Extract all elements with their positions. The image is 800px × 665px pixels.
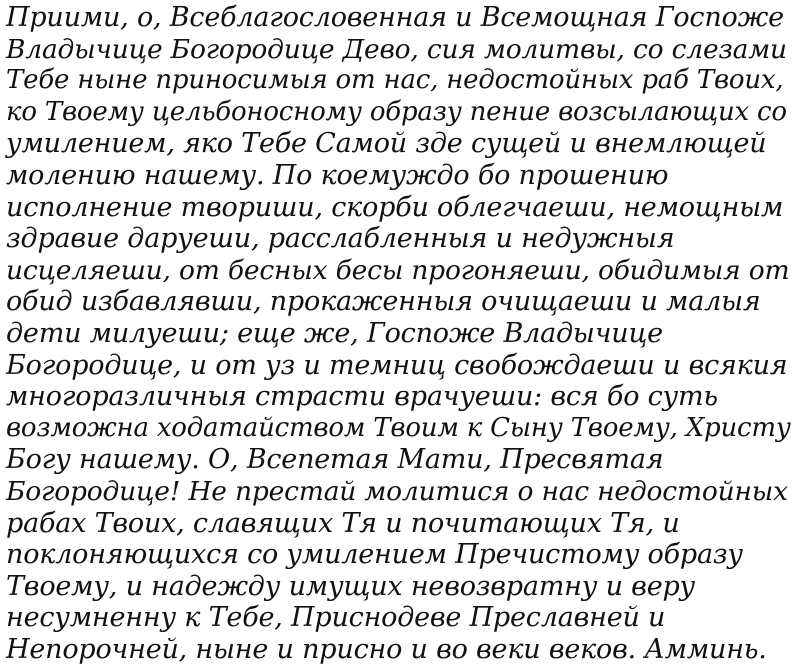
- prayer-line: здравие даруеши, расслабленныя и недужныя: [6, 223, 675, 255]
- prayer-line: поклоняющихся со умилением Пречистому образу: [6, 539, 743, 571]
- prayer-line: исцеляеши, от бесных бесы прогоняеши, обидимыя от: [6, 254, 790, 286]
- prayer-line: Богу нашему. О, Всепетая Мати, Пресвятая: [6, 444, 664, 476]
- prayer-line: Приими, о, Всеблагословенная и Всемощная Госпоже: [6, 2, 784, 33]
- prayer-line: Богородице, и от уз и темниц свобождаеши и всякия: [6, 349, 788, 381]
- prayer-text: [6, 2, 796, 665]
- prayer-line: ко Твоему цельбоносному образу пение возсылающих со: [6, 96, 787, 127]
- prayer-line: многоразличныя страсти врачуеши: вся бо суть: [6, 381, 718, 413]
- prayer-line: Непорочней, ныне и присно и во веки веков. Амминь.: [6, 633, 767, 665]
- prayer-line: несумненну к Тебе, Приснодеве Преславней и: [6, 602, 666, 634]
- prayer-line: рабах Твоих, славящих Тя и почитающих Тя, и: [6, 507, 680, 539]
- prayer-line: умилением, яко Тебе Самой зде сущей и внемлющей: [6, 128, 767, 160]
- prayer-line: обид избавлявши, прокаженныя очищаеши и малыя: [6, 286, 761, 318]
- prayer-line: молению нашему. По коемуждо бо прошению: [6, 159, 669, 191]
- prayer-line: возможна ходатайством Твоим к Сыну Твоему, Христу: [6, 412, 791, 443]
- prayer-line: Владычице Богородице Дево, сия молитвы, со слезами: [6, 33, 787, 65]
- prayer-line: исполнение твориши, скорби облегчаеши, немощным: [6, 191, 784, 223]
- prayer-line: Богородице! Не престай молитися о нас недостойных: [6, 475, 788, 507]
- prayer-line: Тебе ныне приносимыя от нас, недостойных раб Твоих,: [6, 65, 784, 96]
- prayer-line: Твоему, и надежду имущих невозвратну и веру: [6, 570, 696, 602]
- prayer-line: дети милуеши; еще же, Госпоже Владычице: [6, 317, 663, 349]
